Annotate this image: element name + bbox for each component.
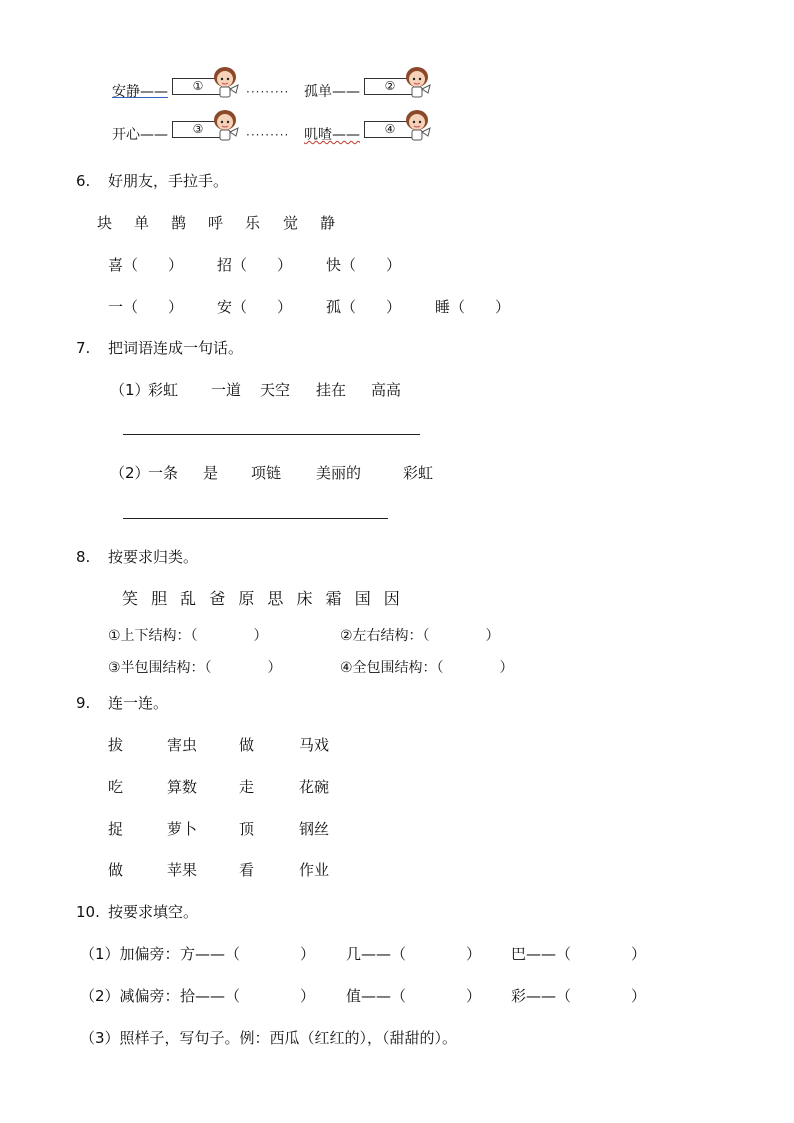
girl-icon: [208, 65, 242, 99]
q7-word: 天空: [260, 381, 291, 399]
girl-icon: [400, 108, 434, 142]
q8-option-3[interactable]: ③半包围结构：（ ）: [108, 660, 282, 676]
q9-number: 9.: [76, 694, 91, 712]
q7-number: 7.: [76, 339, 91, 357]
q9-item[interactable]: 萝卜: [167, 820, 198, 838]
q10-blank[interactable]: 几——（ ）: [346, 945, 482, 963]
q6-char: 块: [97, 214, 113, 232]
q10-blank[interactable]: 拾——（ ）: [180, 987, 316, 1005]
q7-word: 彩虹: [403, 464, 434, 482]
q9-item[interactable]: 捉: [108, 820, 124, 838]
q9-item[interactable]: 作业: [299, 861, 330, 879]
q5-word-3: 开心——: [112, 127, 168, 143]
q7-word: 一道: [211, 381, 242, 399]
q9-item[interactable]: 做: [239, 736, 255, 754]
q7-word: 美丽的: [316, 464, 362, 482]
q9-item[interactable]: 苹果: [167, 861, 198, 879]
q5-box-2: ②: [364, 78, 416, 95]
q9-item[interactable]: 吃: [108, 778, 124, 796]
q9-item[interactable]: 看: [239, 861, 255, 879]
q7-word: 一条: [148, 464, 179, 482]
q9-item[interactable]: 马戏: [299, 736, 330, 754]
q9-item[interactable]: 花碗: [299, 778, 330, 796]
q8-option-2[interactable]: ②左右结构：（ ）: [340, 628, 500, 644]
q5-word-1: 安静——: [112, 84, 168, 100]
q6-blank[interactable]: 喜（ ）: [108, 256, 184, 274]
girl-icon: [400, 65, 434, 99]
q6-char: 鹊: [171, 214, 187, 232]
q9-title: 连一连。: [108, 694, 169, 712]
q10-l2-label: （2）减偏旁：: [80, 987, 180, 1005]
q6-blank[interactable]: 一（ ）: [108, 298, 184, 316]
q9-item[interactable]: 算数: [167, 778, 198, 796]
q7-word: 彩虹: [148, 381, 179, 399]
q9-item[interactable]: 走: [239, 778, 255, 796]
q5-box-1: ①: [172, 78, 224, 95]
q5-box-3: ③: [172, 121, 224, 138]
q6-char: 静: [320, 214, 336, 232]
q9-item[interactable]: 顶: [239, 820, 255, 838]
q5-word-4: 叽喳——: [304, 127, 360, 143]
q9-item[interactable]: 钢丝: [299, 820, 330, 838]
q7-answer-line-2[interactable]: [123, 518, 388, 519]
q6-char: 乐: [245, 214, 261, 232]
q10-blank[interactable]: 值——（ ）: [346, 987, 482, 1005]
q10-blank[interactable]: 方——（ ）: [180, 945, 316, 963]
q6-blank[interactable]: 安（ ）: [217, 298, 293, 316]
q8-title: 按要求归类。: [108, 548, 199, 566]
q6-blank[interactable]: 孤（ ）: [326, 298, 402, 316]
q7-s1-label: （1）: [110, 381, 150, 399]
q8-chars: 笑 胆 乱 爸 原 思 床 霜 国 因: [122, 589, 404, 608]
q10-number: 10.: [76, 903, 100, 921]
q9-item[interactable]: 害虫: [167, 736, 198, 754]
q10-title: 按要求填空。: [108, 903, 199, 921]
q5-dots-2: ·········: [246, 128, 290, 142]
q7-s2-label: （2）: [110, 464, 150, 482]
q7-word: 高高: [371, 381, 402, 399]
q7-word: 项链: [251, 464, 282, 482]
q7-word: 是: [203, 464, 219, 482]
q8-number: 8.: [76, 548, 91, 566]
q6-number: 6.: [76, 172, 91, 190]
q10-blank[interactable]: 彩——（ ）: [511, 987, 647, 1005]
q6-blank[interactable]: 招（ ）: [217, 256, 293, 274]
q6-blank[interactable]: 快（ ）: [326, 256, 402, 274]
q9-item[interactable]: 拔: [108, 736, 124, 754]
q10-blank[interactable]: 巴——（ ）: [511, 945, 647, 963]
girl-icon: [208, 108, 242, 142]
q8-option-4[interactable]: ④全包围结构：（ ）: [340, 660, 514, 676]
q7-answer-line-1[interactable]: [123, 434, 420, 435]
q10-l1-label: （1）加偏旁：: [80, 945, 180, 963]
q7-word: 挂在: [316, 381, 347, 399]
q5-dots-1: ·········: [246, 85, 290, 99]
q10-l3: （3）照样子，写句子。例：西瓜（红红的），（甜甜的）。: [80, 1029, 458, 1047]
q5-word-2: 孤单——: [304, 84, 360, 100]
q5-box-4: ④: [364, 121, 416, 138]
q7-title: 把词语连成一句话。: [108, 339, 244, 357]
q9-item[interactable]: 做: [108, 861, 124, 879]
q6-char: 觉: [283, 214, 299, 232]
q6-blank[interactable]: 睡（ ）: [435, 298, 511, 316]
q8-option-1[interactable]: ①上下结构：（ ）: [108, 628, 268, 644]
q6-char: 单: [134, 214, 150, 232]
q6-char: 呼: [208, 214, 224, 232]
q6-title: 好朋友，手拉手。: [108, 172, 229, 190]
